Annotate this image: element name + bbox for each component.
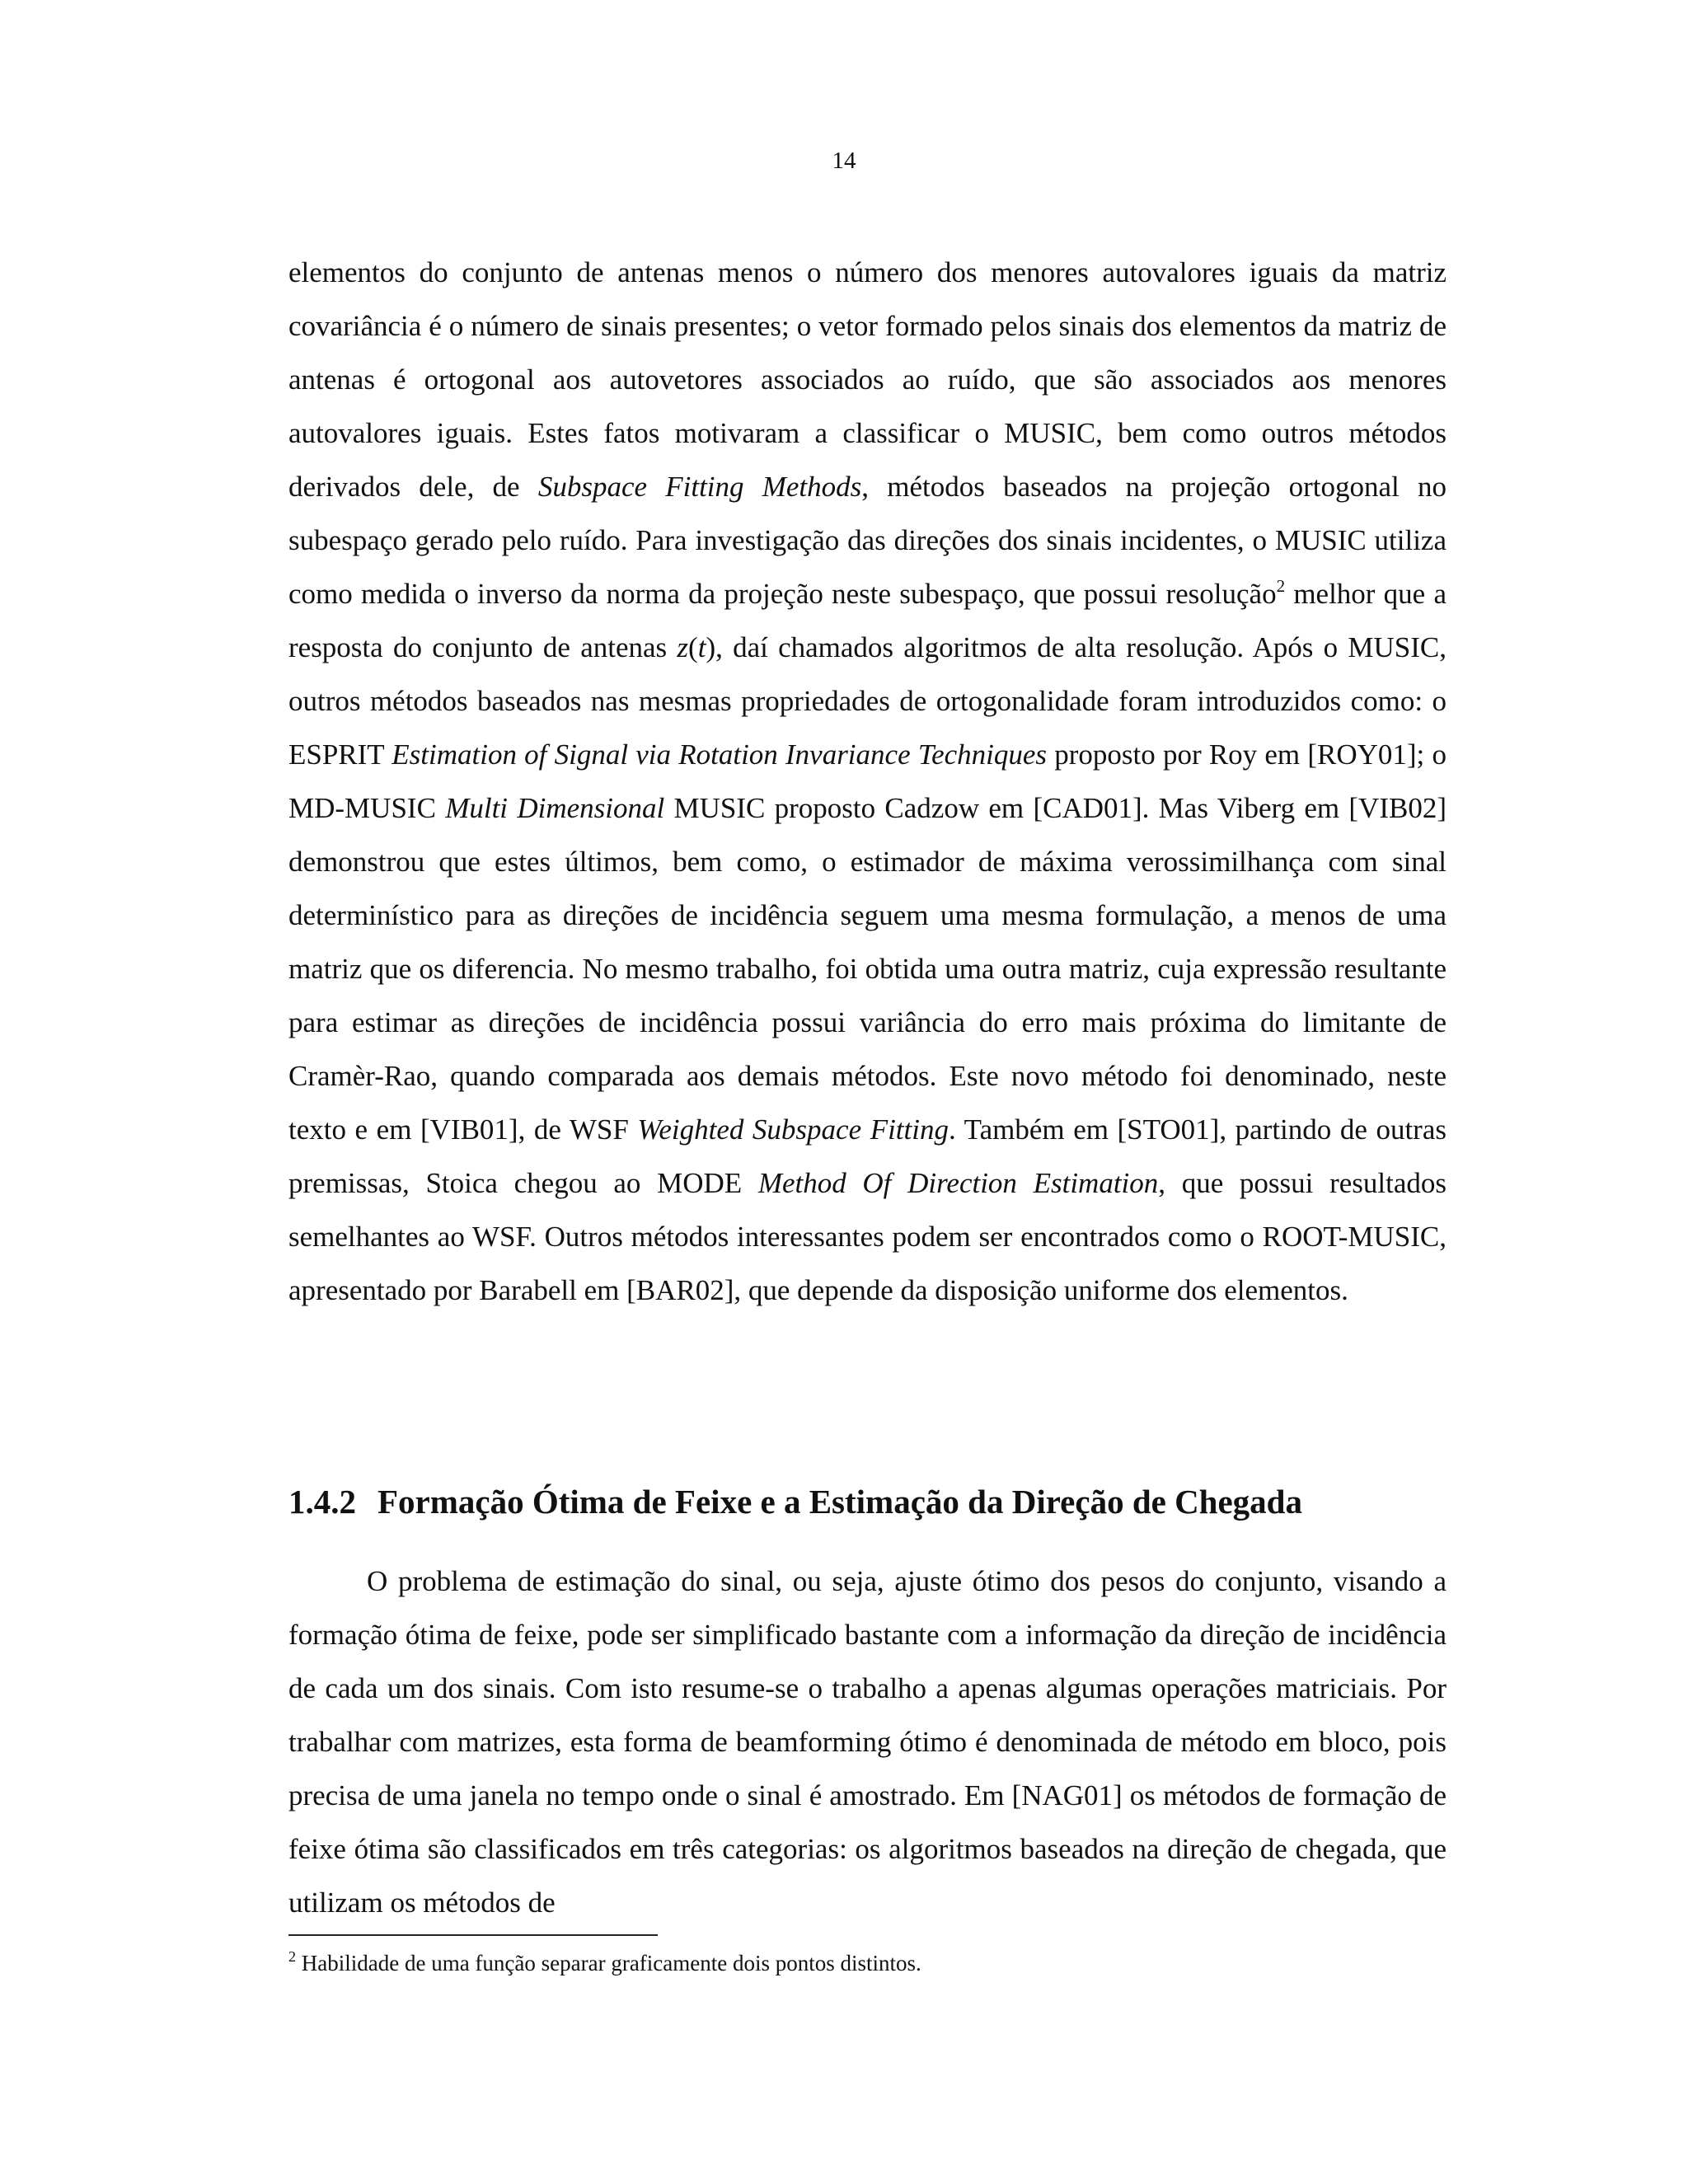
footnote-text: Habilidade de uma função separar graficamente dois pontos distintos.: [296, 1951, 921, 1975]
term-multi-dimensional: Multi Dimensional: [445, 792, 665, 824]
text-run: . Também em [STO01], partindo de outras premissas, Stoica chegou ao MODE: [288, 1113, 1447, 1199]
math-z-of-t: [677, 631, 715, 663]
text-run: , que possui resultados semelhantes ao WSF. Outros métodos interessantes podem ser encontrados como o ROOT-MUSIC, apresentado por Barabell em [BAR02], que depende da disposição uniforme dos elementos.: [288, 1167, 1447, 1306]
term-weighted-subspace-fitting: Weighted Subspace Fitting: [637, 1113, 949, 1146]
text-run: , daí chamados algoritmos de alta resolução. Após o MUSIC, outros métodos baseados nas mesmas propriedades de ortogonalidade foram introduzidos como: o ESPRIT: [288, 631, 1447, 771]
body-paragraph-music: [288, 246, 1447, 1317]
text-run: proposto por Roy em [ROY01]; o MD-MUSIC: [288, 738, 1447, 824]
page-number: 14: [832, 148, 856, 174]
term-esprit: Estimation of Signal via Rotation Invariance Techniques: [392, 738, 1048, 771]
math-symbol: ): [706, 631, 716, 663]
math-symbol: (: [688, 631, 698, 663]
section-title: Formação Ótima de Feixe e a Estimação da Direção de Chegada: [377, 1483, 1302, 1521]
section-heading: [288, 1477, 1447, 1526]
footnote-divider: [288, 1934, 658, 1936]
math-symbol: z: [677, 631, 689, 663]
body-paragraph-beamforming: O problema de estimação do sinal, ou seja, ajuste ótimo dos pesos do conjunto, visando a formação ótima de feixe, pode ser simplificado bastante com a informação da direção de incidência de cada um dos sinais. Com isto resume-se o trabalho a apenas algumas operações matriciais. Por trabalhar com matrizes, esta forma de beamforming ótimo é denominada de método em bloco, pois precisa de uma janela no tempo onde o sinal é amostrado. Em [NAG01] os métodos de formação de feixe ótima são classificados em três categorias: os algoritmos baseados na direção de chegada, que utilizam os métodos de: [288, 1565, 1447, 1919]
term-method-of-direction-estimation: Method Of Direction Estimation: [757, 1167, 1159, 1199]
section-number: 1.4.2: [288, 1483, 356, 1521]
footnote-mark: 2: [288, 1948, 296, 1965]
text-run: elementos do conjunto de antenas menos o número dos menores autovalores iguais da matriz covariância é o número de sinais presentes; o vetor formado pelos sinais dos elementos da matriz de antenas é ortogonal aos autovetores associados ao ruído, que são associados aos menores autovalores iguais. Estes fatos motivaram a classificar o MUSIC, bem como outros métodos derivados dele, de: [288, 256, 1447, 503]
text-run: , métodos baseados na projeção ortogonal no subespaço gerado pelo ruído. Para investigação das direções dos sinais incidentes, o MUSIC utiliza como medida o inverso da norma da projeção neste subespaço, que possui resolução: [288, 471, 1447, 610]
text-run: melhor que a resposta do conjunto de antenas: [288, 578, 1447, 663]
term-subspace-fitting-methods: Subspace Fitting Methods: [537, 471, 862, 503]
footnote: [288, 1947, 1447, 1980]
math-symbol: t: [697, 631, 706, 663]
text-run: MUSIC proposto Cadzow em [CAD01]. Mas Viberg em [VIB02] demonstrou que estes últimos, bem como, o estimador de máxima verossimilhança com sinal determinístico para as direções de incidência seguem uma mesma formulação, a menos de uma matriz que os diferencia. No mesmo trabalho, foi obtida uma outra matriz, cuja expressão resultante para estimar as direções de incidência possui variância do erro mais próxima do limitante de Cramèr-Rao, quando comparada aos demais métodos. Este novo método foi denominado, neste texto e em [VIB01], de WSF: [288, 792, 1447, 1146]
footnote-reference: 2: [1276, 576, 1286, 596]
